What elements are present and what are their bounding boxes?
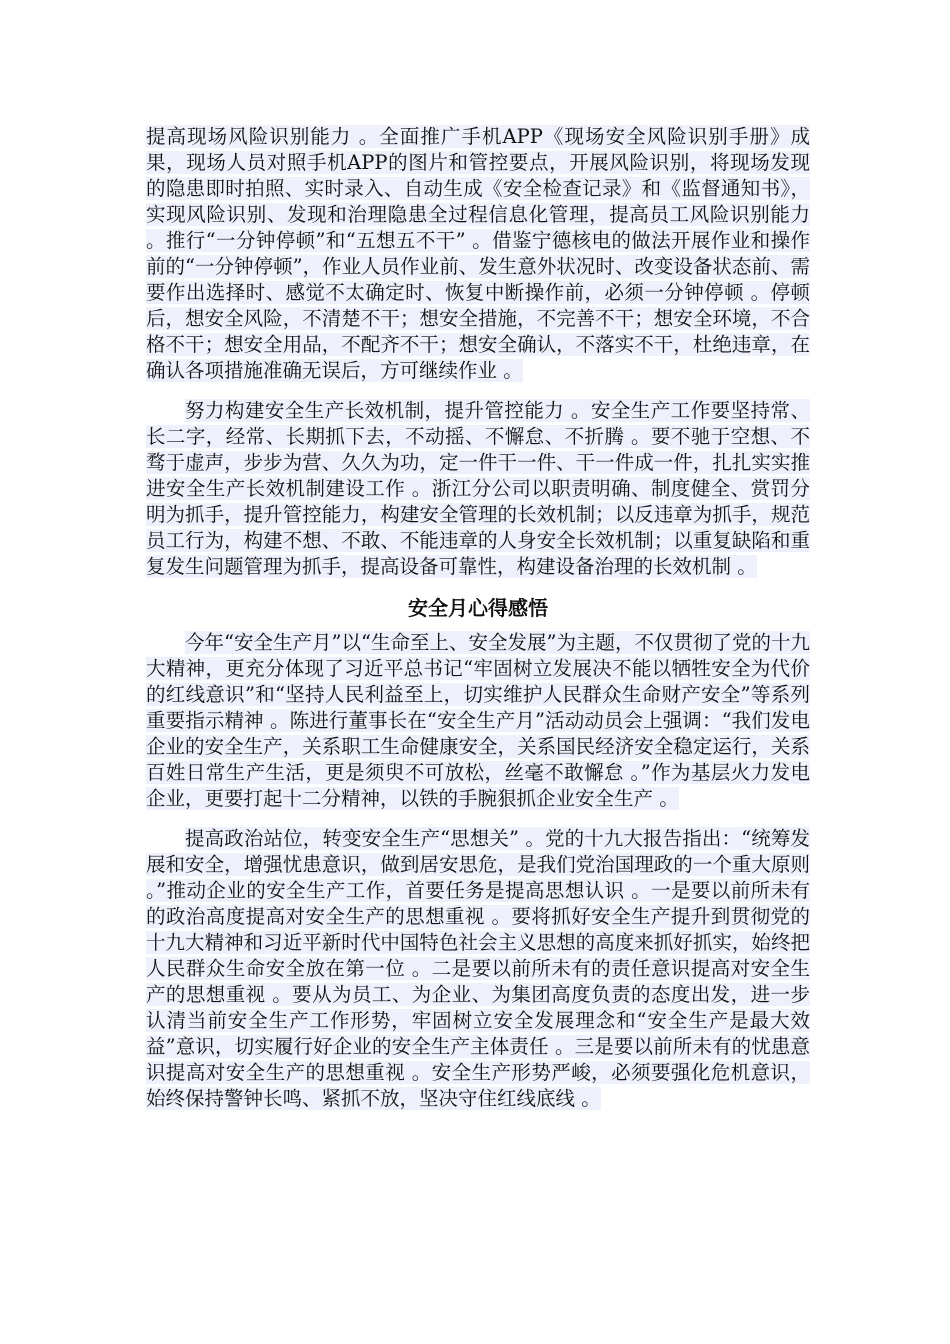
paragraph-text: 今年“安全生产月”以“生命至上、安全发展”为主题，不仅贯彻了党的十九大精神，更充分体现了习近平总书记“牢固树立发展决不能以牺牲安全为代价的红线意识”和“坚持人民利益至上，切实维护人民群众生命财产安全”等系列重要指示精神 。陈进行董事长在“安全生产月”活动动员会上强调：“我们发电企业的安全生产，关系职工生命健康安全，关系国民经济安全稳定运行，关系百姓日常生产生活，更是须臾不可放松，丝毫不敢懈怠 。”作为基层火力发电企业，更要打起十二分精神，以铁的手腕狠抓企业安全生产 。 [146,631,810,810]
paragraph-text: 提高政治站位，转变安全生产“思想关” 。党的十九大报告指出：“统筹发展和安全，增强忧患意识，做到居安思危，是我们党治国理政的一个重大原则 。”推动企业的安全生产工作，首要任务是提高思想认识 。一是要以前所未有的政治高度提高对安全生产的思想重视 。要将抓好安全生产提升到贯彻党的十九大精神和习近平新时代中国特色社会主义思想的高度来抓好抓实，始终把人民群众生命安全放在第一位 。二是要以前所未有的责任意识提高对安全生产的思想重视 。要从为员工、为企业、为集团高度负责的态度出发，进一步认清当前安全生产工作形势，牢固树立安全发展理念和“安全生产是最大效益”意识，切实履行好企业的安全生产主体责任 。三是要以前所未有的忧患意识提高对安全生产的思想重视 。安全生产形势严峻，必须要强化危机意识，始终保持警钟长鸣、紧抓不放，坚决守住红线底线 。 [146,827,810,1110]
paragraph-safety-month-theme [146,630,810,812]
document-page [146,124,810,1112]
section-title: 安全月心得感悟 [408,596,548,620]
paragraph-text: 提高现场风险识别能力 。全面推广手机APP《现场安全风险识别手册》成果，现场人员对照手机APP的图片和管控要点，开展风险识别，将现场发现的隐患即时拍照、实时录入、自动生成《安全检查记录》和《监督通知书》，实现风险识别、发现和治理隐患全过程信息化管理，提高员工风险识别能力 。推行“一分钟停顿”和“五想五不干” 。借鉴宁德核电的做法开展作业和操作前的“一分钟停顿”，作业人员作业前、发生意外状况时、改变设备状态前、需要作出选择时、感觉不太确定时、恢复中断操作前，必须一分钟停顿 。停顿后，想安全风险，不清楚不干；想安全措施，不完善不干；想安全环境，不合格不干；想安全用品，不配齐不干；想安全确认，不落实不干，杜绝违章，在确认各项措施准确无误后，方可继续作业 。 [146,125,810,382]
paragraph-risk-identification [146,124,810,384]
paragraph-long-term-mechanism [146,398,810,580]
paragraph-text: 努力构建安全生产长效机制，提升管控能力 。安全生产工作要坚持常、长二字，经常、长期抓下去，不动摇、不懈怠、不折腾 。要不驰于空想、不骛于虚声，步步为营、久久为功，定一件干一件、干一件成一件，扎扎实实推进安全生产长效机制建设工作 。浙江分公司以职责明确、制度健全、赏罚分明为抓手，提升管控能力，构建安全管理的长效机制；以反违章为抓手，规范员工行为，构建不想、不敢、不能违章的人身安全长效机制；以重复缺陷和重复发生问题管理为抓手，提高设备可靠性，构建设备治理的长效机制 。 [146,399,810,578]
paragraph-political-stance [146,826,810,1112]
